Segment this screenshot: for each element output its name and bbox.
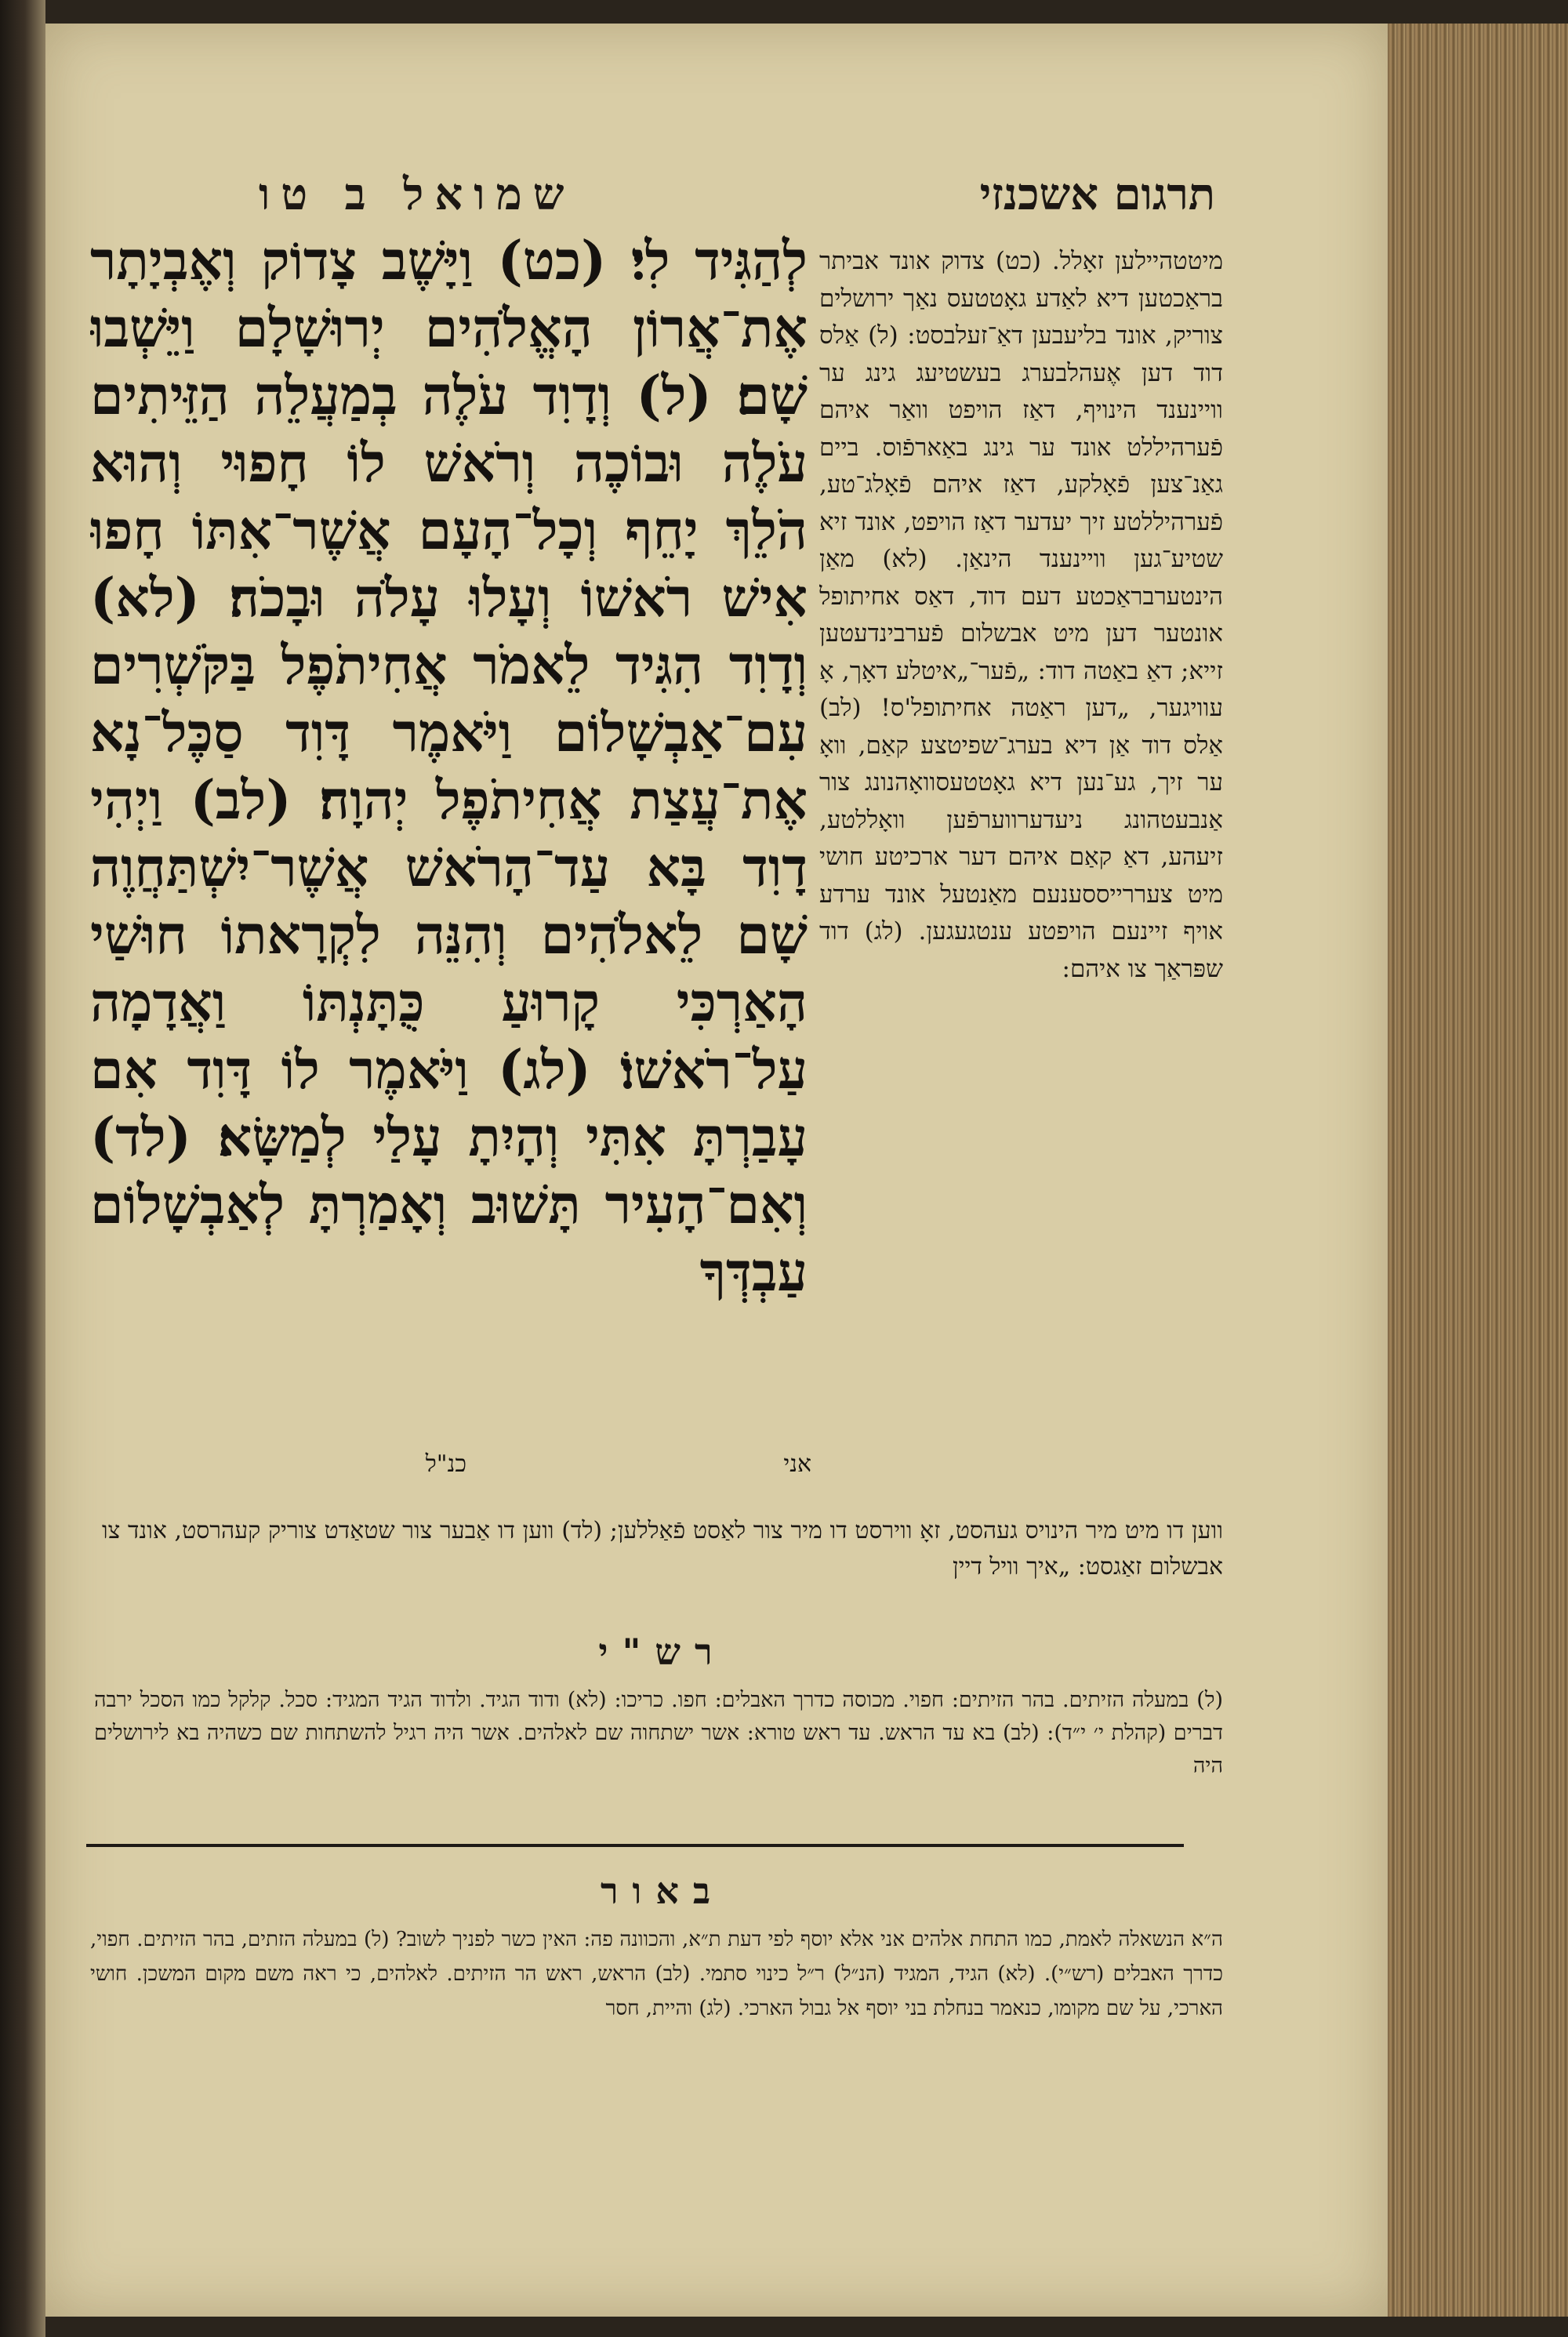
biur-heading: באור	[600, 1870, 725, 1912]
header-targum-title: תרגום אשכנזי	[979, 169, 1215, 220]
biur-text: ה״א הנשאלה לאמת, כמו התחת אלהים אני אלא יוסף לפי דעת ת״א, והכוונה פה: האין כשר לפניך לשוב? (ל) במעלה הזתים, בהר הזיתים. חפוי, כדרך האבלים (רש״י). (לא) הגיד, המגיד (הנ״ל) ר״ל כינוי סתמי. (לב) הראש, ראש הר הזיתים. לאלהים, כי ראה משם מקום המשכן. חושי הארכי, על שם מקומו, כנאמר בנחלת בני יוסף אל גבול הארכי. (לג) והיית, חסר	[90, 1928, 1223, 2020]
rashi-text: (ל) במעלה הזיתים. בהר הזיתים: חפוי. מכוסה כדרך האבלים: חפו. כריכו: (לא) ודוד הגיד. ולדוד הגיד המגיד: סכל. קלקל כמו הסכל ירבה דברים (קהלת י׳ י״ד): (לב) בא עד הראש. עד ראש טורא: אשר ישתחוה שם לאלהים. אשר היה רגיל להשתחות שם כשהיה בא לירושלים היה	[94, 1688, 1223, 1778]
book-left-edge	[0, 0, 45, 2337]
catchwords	[94, 1450, 811, 1482]
catchword-middle: כנ"ל	[425, 1450, 466, 1478]
biur-commentary	[90, 1922, 1223, 2110]
section-divider	[86, 1844, 1184, 1847]
page-fore-edge	[1388, 24, 1568, 2317]
header-book-chapter: שמואל ב טו	[259, 169, 575, 220]
targum-text: מיטטהיילען זאָלל. (כט) צדוק אונד אביתר בראַכטען דיא לאַדע גאָטטעס נאַך ירושלים צוריק, אונד בליעבען דאַ־זעלבסט: (ל) אַלס דוד דען אֶעהלבערג בעשטיעג גינג ער וויינענד הינויף, דאַז הויפט וואַר איהם פֿערהיללט אונד ער גינג באַארפֿוס. ביים גאַנ־צען פֿאָלקע, דאַז איהם פֿאָלג־טע, פֿערהיללטע זיך יעדער דאַז הויפט, אונד זיא שטיע־גען וויינענד הינאַן. (לא) מאַן הינטערבראַכטע דעם דוד, דאַס אחיתופל אונטער דען מיט אבשלום פֿערבינדעטען זייא; דאַ באַטה דוד: „פֿער־„איטלע דאָך, אָ עוויגער, „דען ראַטה אחיתופל'ס! (לב) אַלס דוד אַן דיא בערג־שפיטצע קאַם, וואָ ער זיך, גע־נען דיא גאָטטעסוואָהנונג צור אַנבעטהונג ניעדערווערפֿען וואָללטע, זיעהע, דאַ קאַם איהם דער ארכיטע חושי מיט צעררייססענעם מאַנטעל אונד ערדע אויף זיינעם הויפטע ענטגעגען. (לג) דוד שפּראַך צו איהם:	[819, 247, 1223, 983]
targum-column	[819, 243, 1223, 1529]
hebrew-text-column	[90, 227, 808, 1482]
targum-continuation	[102, 1513, 1223, 1623]
rashi-heading: רש"י	[598, 1631, 727, 1673]
rashi-commentary	[94, 1684, 1223, 1833]
targum-continuation-text: ווען דו מיט מיר הינויס געהסט, זאָ ווירסט דו מיר צור לאַסט פֿאַללען; (לד) ווען דו אַבער צור שטאַדט צוריק קעהרסט, אונד צו אבשלום זאַגסט: „איך וויל דיין	[102, 1517, 1223, 1580]
running-header	[259, 169, 1215, 231]
catchword-right: אני	[783, 1450, 811, 1478]
hebrew-text: לְהַגִּיד לִי׃ (כט) וַיָּשֶׁב צָדוֹק וְאֶבְיָתָר אֶת־אֲרוֹן הָאֱלֹהִים יְרוּשָׁלָם וַיֵּשְׁבוּ שָׁם׃ (ל) וְדָוִד עֹלֶה בְמַעֲלֵה הַזֵּיתִים עֹלֶה וּבוֹכֶה וְרֹאשׁ לוֹ חָפוּי וְהוּא הֹלֵךְ יָחֵף וְכָל־הָעָם אֲשֶׁר־אִתּוֹ חָפוּ אִישׁ רֹאשׁוֹ וְעָלוּ עָלֹה וּבָכֹה׃ (לא) וְדָוִד הִגִּיד לֵאמֹר אֲחִיתֹפֶל בַּקֹּשְׁרִים עִם־אַבְשָׁלוֹם וַיֹּאמֶר דָּוִד סַכֶּל־נָא אֶת־עֲצַת אֲחִיתֹפֶל יְהוָה׃ (לב) וַיְהִי דָוִד בָּא עַד־הָרֹאשׁ אֲשֶׁר־יִשְׁתַּחֲוֶה שָׁם לֵאלֹהִים וְהִנֵּה לִקְרָאתוֹ חוּשַׁי הָאַרְכִּי קָרוּעַ כֻּתָּנְתּוֹ וַאֲדָמָה עַל־רֹאשׁוֹ׃ (לג) וַיֹּאמֶר לוֹ דָּוִד אִם עָבַרְתָּ אִתִּי וְהָיִתָ עָלַי לְמַשָּׂא׃ (לד) וְאִם־הָעִיר תָּשׁוּב וְאָמַרְתָּ לְאַבְשָׁלוֹם עַבְדְּךָ	[90, 230, 808, 1304]
